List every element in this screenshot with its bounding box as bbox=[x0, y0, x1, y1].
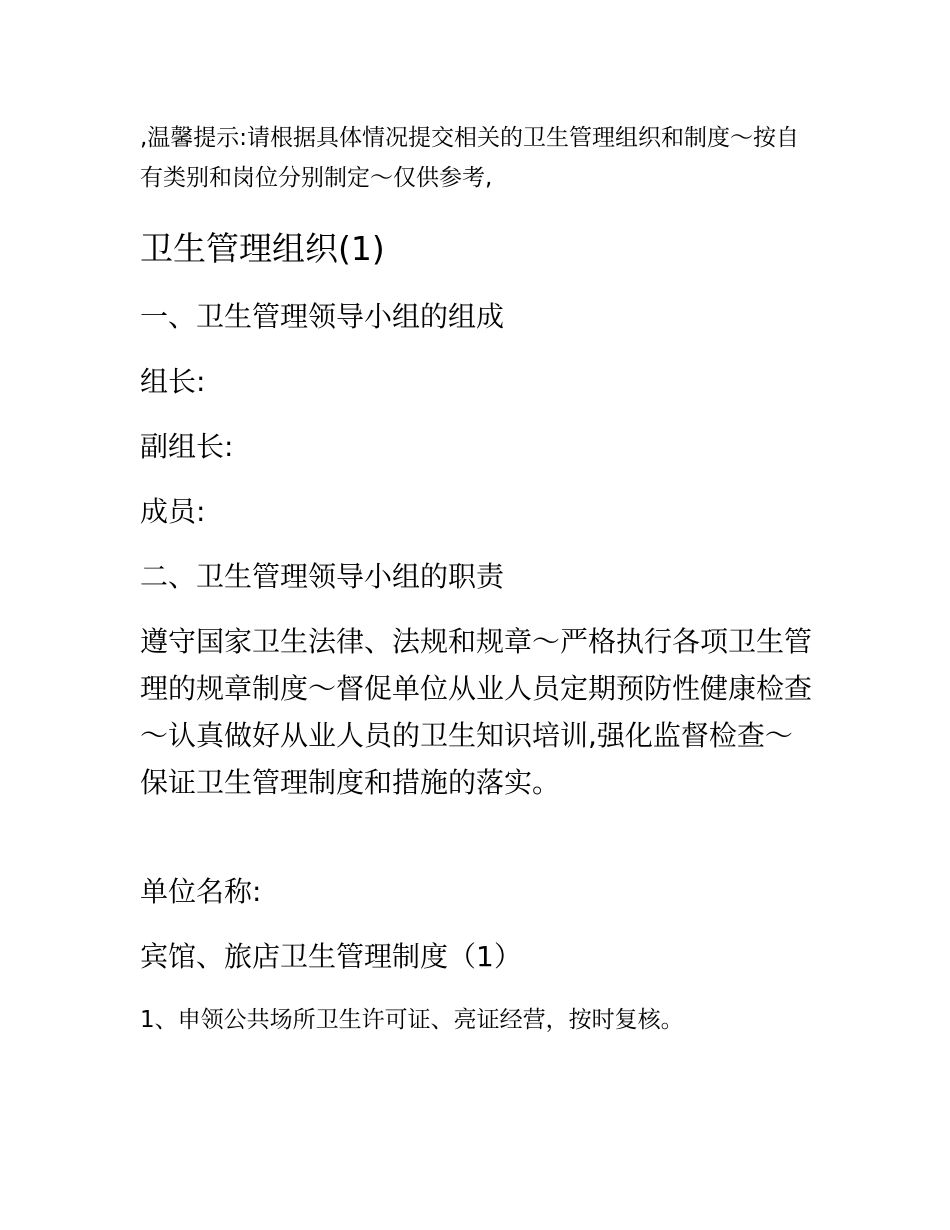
deputy-leader-label: 副组长: bbox=[140, 430, 234, 463]
rule-item: 1、申领公共场所卫生许可证、亮证经营，按时复核。 bbox=[140, 1007, 684, 1033]
section-heading-duties: 二、卫生管理领导小组的职责 bbox=[140, 560, 505, 593]
unit-name-label: 单位名称: bbox=[140, 875, 262, 908]
leader-label: 组长: bbox=[140, 365, 206, 398]
duties-paragraph: 遵守国家卫生法律、法规和规章～严格执行各项卫生管理的规章制度～督促单位从业人员定期预防性健康检查～认真做好从业人员的卫生知识培训,强化监督检查～保证卫生管理制度和措施的落实。 bbox=[140, 625, 813, 799]
hotel-rules-heading: 宾馆、旅店卫生管理制度（1） bbox=[140, 940, 522, 973]
section-heading-composition: 一、卫生管理领导小组的组成 bbox=[140, 300, 505, 333]
page-title: 卫生管理组织(1) bbox=[140, 229, 385, 268]
members-label: 成员: bbox=[140, 495, 206, 528]
notice-text: ,温馨提示:请根据具体情况提交相关的卫生管理组织和制度～按自有类别和岗位分别制定～仅供参考, bbox=[140, 125, 800, 191]
